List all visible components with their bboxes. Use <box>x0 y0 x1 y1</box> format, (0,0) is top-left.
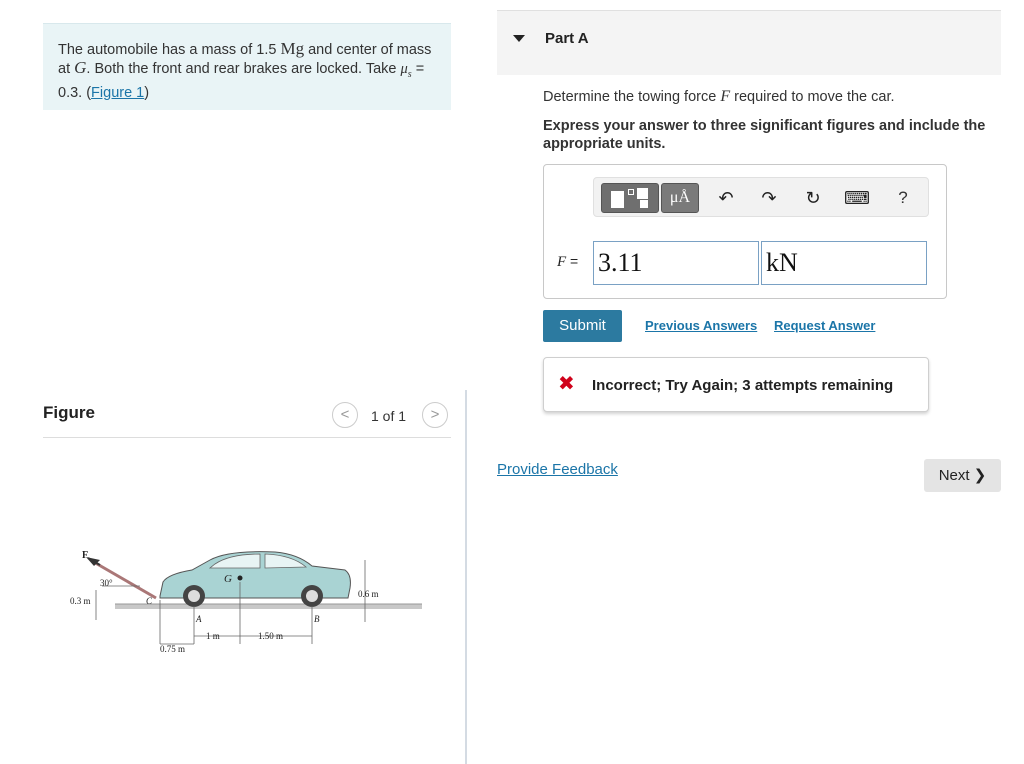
answer-value-input[interactable]: 3.11 <box>593 241 759 285</box>
answer-box <box>543 164 947 299</box>
reset-icon[interactable]: ↻ <box>805 188 821 208</box>
mass-unit: Mg <box>280 39 305 58</box>
com-point <box>238 576 243 581</box>
com-symbol: G <box>74 58 87 77</box>
submit-button[interactable]: Submit <box>543 310 622 342</box>
answer-units-input[interactable]: kN <box>761 241 927 285</box>
pager-prev-button[interactable]: < <box>332 402 358 428</box>
rear-wheel-label: B <box>314 614 320 624</box>
problem-text-1: The automobile has a mass of 1.5 <box>58 42 281 58</box>
com-height-label: 0.6 m <box>358 589 379 599</box>
pager-text: 1 of 1 <box>371 408 407 424</box>
chevron-right-icon: ❯ <box>973 467 987 484</box>
dim-gb-label: 1.50 m <box>258 631 284 641</box>
feedback-text: Incorrect; Try Again; 3 attempts remaining <box>592 377 894 394</box>
previous-answers-link[interactable]: Previous Answers <box>645 318 758 333</box>
provide-feedback-link[interactable]: Provide Feedback <box>497 461 618 478</box>
figure-header <box>43 398 451 438</box>
front-wheel-label: A <box>196 614 202 624</box>
figure-title: Figure <box>43 403 95 422</box>
pager-next-button[interactable]: > <box>422 402 448 428</box>
collapse-caret-icon[interactable] <box>513 35 525 42</box>
error-x-icon: ✖ <box>558 373 575 395</box>
answer-instructions: Express your answer to three significant figures and include the appropriate units. <box>543 118 986 152</box>
template-icon <box>611 191 624 208</box>
hitch-height-label: 0.3 m <box>70 596 91 606</box>
next-button[interactable]: Next ❯ <box>924 459 1001 492</box>
angle-label: 30° <box>100 578 113 588</box>
question-symbol: F <box>720 88 731 105</box>
math-toolbar <box>593 177 929 217</box>
part-title: Part A <box>545 30 589 47</box>
dim-ag-label: 1 m <box>206 631 220 641</box>
ground <box>115 604 422 609</box>
question-text: Determine the towing force F required to move the car. <box>543 88 895 105</box>
dim-ca-label: 0.75 m <box>160 644 186 654</box>
mu-value: = 0.3. ( <box>58 61 425 101</box>
mu-symbol: $\mu_s$ <box>400 61 412 80</box>
com-label: G <box>224 573 232 585</box>
answer-variable-label: F = <box>557 253 579 270</box>
request-answer-link[interactable]: Request Answer <box>774 318 876 333</box>
redo-icon[interactable]: ↷ <box>761 188 777 208</box>
help-button[interactable]: ? <box>898 188 908 207</box>
feedback-message <box>543 357 929 412</box>
templates-button[interactable] <box>601 183 659 213</box>
column-divider <box>465 390 467 764</box>
hitch-point-label: C <box>146 596 153 606</box>
part-header[interactable] <box>497 10 1001 75</box>
problem-text-2: and center of mass at <box>58 42 432 77</box>
undo-icon[interactable]: ↶ <box>718 188 734 208</box>
keyboard-icon[interactable]: ⌨ <box>844 188 870 208</box>
problem-text-3: . Both the front and rear brakes are locked. Take <box>86 61 401 77</box>
close-paren: ) <box>144 84 150 101</box>
figure-link[interactable]: Figure 1 <box>91 84 145 101</box>
car-towing-figure <box>60 540 430 660</box>
force-label: F <box>82 550 89 561</box>
units-button[interactable]: μÅ <box>661 183 699 213</box>
problem-statement <box>43 23 451 110</box>
